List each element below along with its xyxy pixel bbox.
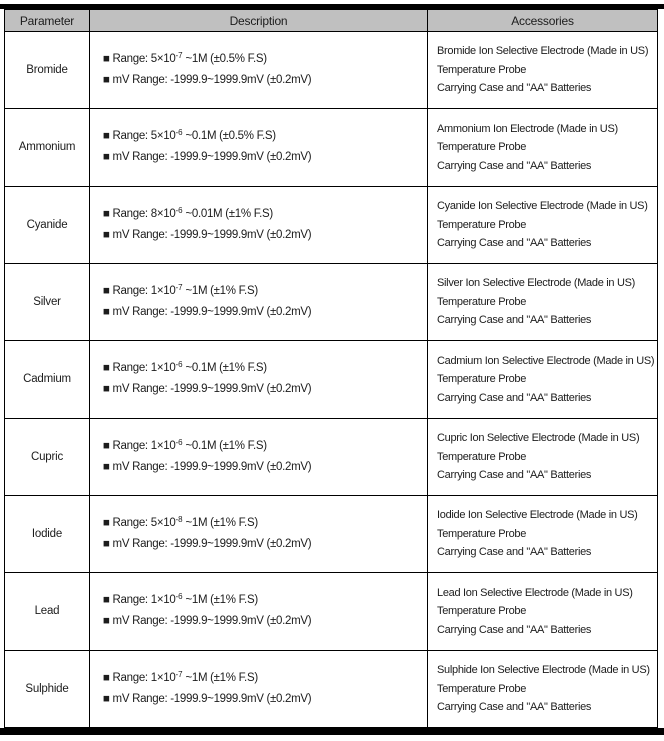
range-line	[103, 436, 427, 457]
column-header-accessories: Accessories	[428, 10, 658, 32]
accessory-item: Temperature Probe	[437, 373, 527, 386]
accessory-item: Cyanide Ion Selective Electrode (Made in US)	[437, 200, 648, 213]
range-base: ■ Range: 1×10	[103, 439, 176, 452]
description-cell	[90, 341, 428, 418]
accessory-item: Carrying Case and "AA" Batteries	[437, 623, 592, 636]
ion-electrode-spec-table	[4, 9, 658, 728]
accessory-item: Cadmium Ion Selective Electrode (Made in US)	[437, 354, 655, 367]
accessory-item: Iodide Ion Selective Electrode (Made in US)	[437, 509, 638, 522]
accessory-item: Lead Ion Selective Electrode (Made in US)	[437, 586, 633, 599]
description-cell	[90, 109, 428, 186]
range-exponent: -6	[175, 360, 183, 370]
table-row-cadmium	[5, 341, 658, 418]
mv-range-line: ■ mV Range: -1999.9~1999.9mV (±0.2mV)	[103, 692, 312, 705]
parameter-cell: Cyanide	[5, 186, 90, 263]
mv-range-line: ■ mV Range: -1999.9~1999.9mV (±0.2mV)	[103, 615, 312, 628]
range-base: ■ Range: 1×10	[103, 671, 176, 684]
table-row-sulphide	[5, 650, 658, 727]
accessories-cell	[428, 495, 658, 572]
parameter-cell: Cadmium	[5, 341, 90, 418]
accessories-cell	[428, 109, 658, 186]
accessory-item: Carrying Case and "AA" Batteries	[437, 701, 592, 714]
accessories-cell	[428, 418, 658, 495]
parameter-cell: Bromide	[5, 32, 90, 109]
mv-range-line: ■ mV Range: -1999.9~1999.9mV (±0.2mV)	[103, 306, 312, 319]
range-exponent: -7	[175, 283, 183, 293]
range-exponent: -7	[175, 51, 183, 61]
accessory-item: Carrying Case and "AA" Batteries	[437, 314, 592, 327]
accessories-cell	[428, 573, 658, 650]
table-row-silver	[5, 263, 658, 340]
parameter-cell: Lead	[5, 573, 90, 650]
range-rest: ~0.1M (±1% F.S)	[182, 362, 267, 375]
range-line	[103, 358, 427, 379]
accessory-item: Temperature Probe	[437, 527, 527, 540]
accessory-item: Carrying Case and "AA" Batteries	[437, 237, 592, 250]
range-exponent: -7	[175, 669, 183, 679]
range-line	[103, 281, 427, 302]
range-line	[103, 204, 427, 225]
range-base: ■ Range: 5×10	[103, 130, 176, 143]
accessory-item: Temperature Probe	[437, 682, 527, 695]
description-cell	[90, 186, 428, 263]
table-row-ammonium	[5, 109, 658, 186]
range-rest: ~1M (±0.5% F.S)	[182, 53, 267, 66]
range-rest: ~0.1M (±0.5% F.S)	[182, 130, 276, 143]
range-rest: ~1M (±1% F.S)	[182, 285, 258, 298]
accessory-item: Bromide Ion Selective Electrode (Made in US)	[437, 45, 649, 58]
column-header-description: Description	[90, 10, 428, 32]
description-cell	[90, 418, 428, 495]
bottom-rule	[0, 728, 664, 735]
accessory-item: Carrying Case and "AA" Batteries	[437, 546, 592, 559]
range-exponent: -6	[175, 592, 183, 602]
range-base: ■ Range: 5×10	[103, 517, 176, 530]
mv-range-line: ■ mV Range: -1999.9~1999.9mV (±0.2mV)	[103, 460, 312, 473]
header-row	[5, 10, 658, 32]
parameter-cell: Ammonium	[5, 109, 90, 186]
table-row-cyanide	[5, 186, 658, 263]
range-exponent: -6	[175, 128, 183, 138]
range-exponent: -8	[175, 515, 183, 525]
range-rest: ~1M (±1% F.S)	[182, 594, 258, 607]
range-line	[103, 590, 427, 611]
range-exponent: -6	[175, 205, 183, 215]
range-rest: ~1M (±1% F.S)	[182, 517, 258, 530]
column-header-parameter: Parameter	[5, 10, 90, 32]
range-line	[103, 668, 427, 689]
range-base: ■ Range: 1×10	[103, 362, 176, 375]
accessory-item: Temperature Probe	[437, 605, 527, 618]
range-base: ■ Range: 8×10	[103, 207, 176, 220]
accessory-item: Carrying Case and "AA" Batteries	[437, 391, 592, 404]
mv-range-line: ■ mV Range: -1999.9~1999.9mV (±0.2mV)	[103, 538, 312, 551]
accessory-item: Sulphide Ion Selective Electrode (Made in US)	[437, 664, 650, 677]
range-base: ■ Range: 1×10	[103, 594, 176, 607]
parameter-cell: Iodide	[5, 495, 90, 572]
accessory-item: Ammonium Ion Electrode (Made in US)	[437, 122, 618, 135]
range-base: ■ Range: 5×10	[103, 53, 176, 66]
description-cell	[90, 650, 428, 727]
range-rest: ~1M (±1% F.S)	[182, 671, 258, 684]
accessory-item: Silver Ion Selective Electrode (Made in US)	[437, 277, 636, 290]
table-row-lead	[5, 573, 658, 650]
description-cell	[90, 495, 428, 572]
parameter-cell: Sulphide	[5, 650, 90, 727]
description-cell	[90, 32, 428, 109]
description-cell	[90, 263, 428, 340]
description-cell	[90, 573, 428, 650]
accessory-item: Temperature Probe	[437, 295, 527, 308]
range-exponent: -6	[175, 437, 183, 447]
table-header	[5, 10, 658, 32]
table-row-iodide	[5, 495, 658, 572]
accessory-item: Temperature Probe	[437, 218, 527, 231]
accessory-item: Carrying Case and "AA" Batteries	[437, 159, 592, 172]
accessory-item: Temperature Probe	[437, 141, 527, 154]
accessories-cell	[428, 186, 658, 263]
range-line	[103, 126, 427, 147]
table-row-cupric	[5, 418, 658, 495]
range-line	[103, 49, 427, 70]
mv-range-line: ■ mV Range: -1999.9~1999.9mV (±0.2mV)	[103, 383, 312, 396]
accessories-cell	[428, 263, 658, 340]
range-base: ■ Range: 1×10	[103, 285, 176, 298]
accessory-item: Cupric Ion Selective Electrode (Made in US)	[437, 432, 640, 445]
range-rest: ~0.01M (±1% F.S)	[182, 207, 273, 220]
table-body	[5, 32, 658, 728]
accessories-cell	[428, 341, 658, 418]
accessory-item: Carrying Case and "AA" Batteries	[437, 82, 592, 95]
range-rest: ~0.1M (±1% F.S)	[182, 439, 267, 452]
mv-range-line: ■ mV Range: -1999.9~1999.9mV (±0.2mV)	[103, 228, 312, 241]
accessories-cell	[428, 650, 658, 727]
accessory-item: Carrying Case and "AA" Batteries	[437, 469, 592, 482]
table-row-bromide	[5, 32, 658, 109]
accessory-item: Temperature Probe	[437, 450, 527, 463]
accessories-cell	[428, 32, 658, 109]
parameter-cell: Silver	[5, 263, 90, 340]
accessory-item: Temperature Probe	[437, 63, 527, 76]
mv-range-line: ■ mV Range: -1999.9~1999.9mV (±0.2mV)	[103, 74, 312, 87]
parameter-cell: Cupric	[5, 418, 90, 495]
range-line	[103, 513, 427, 534]
mv-range-line: ■ mV Range: -1999.9~1999.9mV (±0.2mV)	[103, 151, 312, 164]
